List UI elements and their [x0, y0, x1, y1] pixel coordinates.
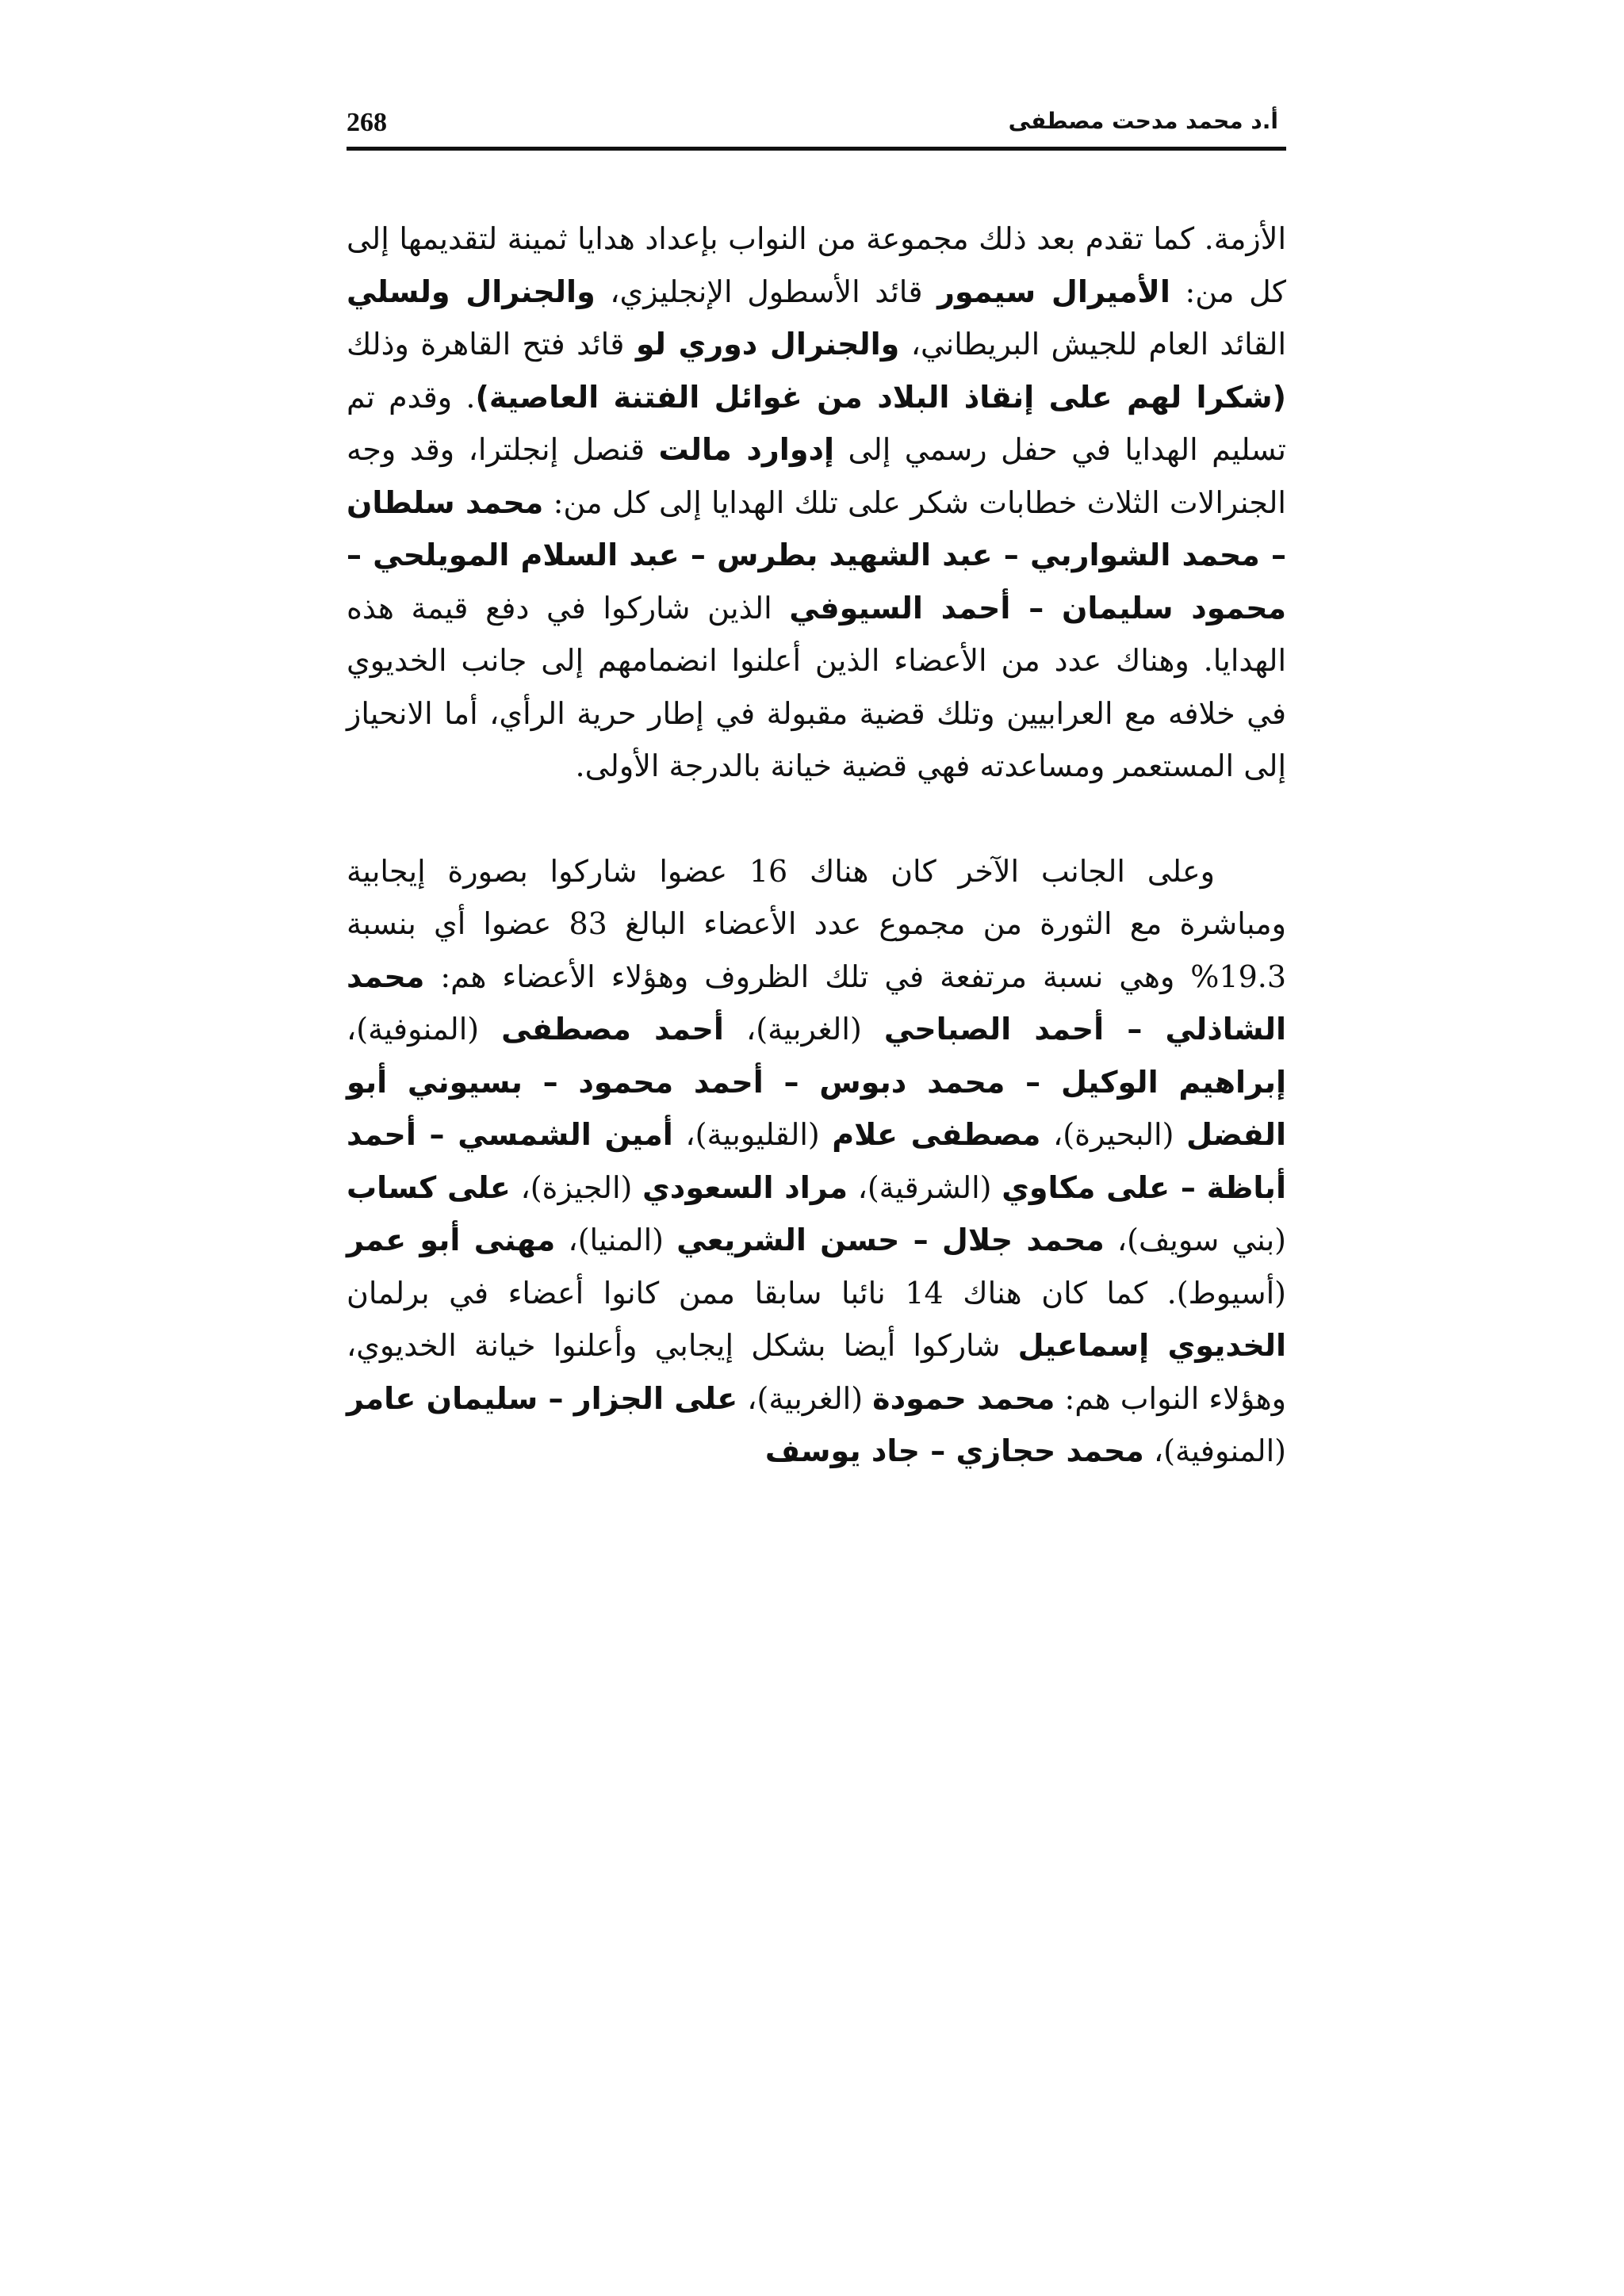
bold-name-list: محمد الشاذلي – أحمد الصباحي: [347, 959, 1286, 1047]
text-run: قنصل إنجلترا، وقد وجه الجنرالات الثلاث خطابات شكر على تلك الهدايا إلى كل من:: [347, 432, 1286, 520]
bold-name: محمد حمودة: [872, 1380, 1055, 1416]
bold-name: أحمد مصطفى: [501, 1012, 724, 1047]
text-run: وعلى الجانب الآخر كان هناك 16 عضوا شاركوا بصورة إيجابية ومباشرة مع الثورة من مجموع عدد الأعضاء البالغ 83 عضوا أي بنسبة 19.3% وهي نسبة مرتفعة في تلك الظروف وهؤلاء الأعضاء هم:: [347, 853, 1287, 994]
text-run: (الغربية)،: [723, 1012, 884, 1047]
bold-name: الأميرال سيمور: [937, 274, 1170, 309]
bold-name: مراد السعودي: [642, 1169, 848, 1205]
bold-name: على كساب: [347, 1169, 511, 1205]
bold-name: والجنرال دوري لو: [635, 327, 900, 362]
running-header: [347, 95, 1286, 151]
text-run: (الغربية)،: [737, 1380, 873, 1416]
bold-name-list: محمد جلال – حسن الشريعي: [676, 1223, 1105, 1257]
text-run: (المنيا)،: [555, 1223, 677, 1257]
bold-name-list: أمين الشمسي – أحمد أباظة – على مكاوي: [347, 1117, 1286, 1205]
bold-name-list: على الجزار – سليمان عامر: [347, 1380, 738, 1416]
bold-quote: (شكرا لهم على إنقاذ البلاد من غوائل الفتنة العاصية): [475, 379, 1287, 415]
text-run: الذين شاركوا في دفع قيمة هذه الهدايا. وهناك عدد من الأعضاء الذين أعلنوا انضمامهم إلى جانب الخديوي في خلافه مع العرابيين وتلك قضية مقبولة في إطار حرية الرأي، أما الانحياز إلى المستعمر ومساعدته فهي قضية خيانة بالدرجة الأولى.: [347, 590, 1286, 783]
bold-name: مصطفى علام: [832, 1117, 1041, 1152]
text-run: (بني سويف)،: [1104, 1223, 1287, 1257]
bold-name-list: إبراهيم الوكيل – محمد دبوس – أحمد محمود – بسيوني أبو الفضل: [347, 1064, 1286, 1152]
text-run: (أسيوط). كما كان هناك 14 نائبا سابقا ممن كانوا أعضاء في برلمان: [347, 1275, 1286, 1311]
text-run: شاركوا أيضا بشكل إيجابي وأعلنوا خيانة الخديوي، وهؤلاء النواب هم:: [347, 1328, 1286, 1416]
bold-name: والجنرال ولسلي: [347, 274, 596, 309]
text-run: القائد العام للجيش البريطاني،: [899, 327, 1287, 362]
text-run: قائد فتح القاهرة وذلك: [347, 327, 636, 362]
paragraph-1: [347, 212, 1286, 793]
text-run: (البحيرة)،: [1040, 1117, 1186, 1152]
author-name: أ.د محمد مدحت مصطفى: [1008, 108, 1278, 134]
text-run: (المنوفية)،: [1143, 1433, 1286, 1468]
bold-name: الخديوي إسماعيل: [1017, 1328, 1287, 1363]
bold-name: مهنى أبو عمر: [347, 1223, 556, 1257]
body-text: [347, 212, 1286, 1478]
page-number: 268: [347, 108, 387, 137]
bold-name-list: محمد سلطان – محمد الشواربي – عبد الشهيد بطرس – عبد السلام المويلحي – محمود سليمان – أحمد السيوفي: [347, 484, 1286, 626]
text-run: الأزمة. كما تقدم بعد ذلك مجموعة من النواب بإعداد هدايا ثمينة لتقديمها إلى كل من:: [347, 221, 1286, 309]
text-run: (الشرقية)،: [847, 1169, 1002, 1205]
text-run: قائد الأسطول الإنجليزي،: [595, 274, 938, 309]
text-run: (القليوبية)،: [672, 1117, 833, 1152]
text-run: (الجيزة)،: [510, 1169, 642, 1205]
text-run: (المنوفية)،: [347, 1012, 502, 1047]
paragraph-2: [347, 845, 1286, 1478]
text-run: . وقدم تم تسليم الهدايا في حفل رسمي إلى: [347, 379, 1286, 467]
bold-name-list: محمد حجازي – جاد يوسف: [764, 1433, 1144, 1468]
bold-name: إدوارد مالت: [658, 432, 834, 467]
